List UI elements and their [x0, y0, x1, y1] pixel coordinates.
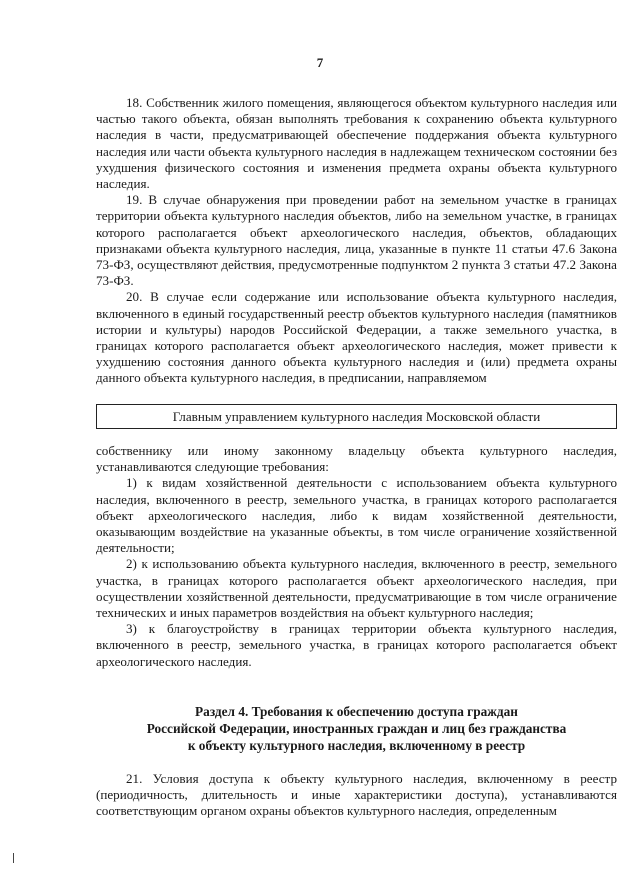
- section-heading-line-2: Российской Федерации, иностранных граждан и лиц без гражданства: [146, 721, 567, 736]
- paragraph-group-top: [96, 95, 617, 387]
- section-heading-line-1: Раздел 4. Требования к обеспечению доступа граждан: [195, 704, 518, 719]
- requirement-item-2: 2) к использованию объекта культурного наследия, включенного в реестр, земельного участка, в границах которого располагается объект археологического наследия, при осуществлении хозяйственной деятельности, предусматривающие в том числе ограничение технических и иных параметров воздействия на объект культурного наследия;: [96, 556, 617, 621]
- paragraph-group-middle: [96, 443, 617, 670]
- paragraph-19: 19. В случае обнаружения при проведении работ на земельном участке в границах территории объекта культурного наследия объектов, либо на земельном участке, в границах которого располагается объект археологического наследия, объектов, обладающих признаками объекта культурного наследия, лица, указанные в пункте 11 статьи 47.6 Закона 73-ФЗ, осуществляют действия, предусмотренные подпунктом 2 пункта 3 статьи 47.2 Закона 73-ФЗ.: [96, 192, 617, 289]
- section-heading: [96, 703, 617, 754]
- requirement-item-1: 1) к видам хозяйственной деятельности с использованием объекта культурного наследия, включенного в реестр, земельного участка, в границах которого располагается объект археологического наследия, либо к видам хозяйственной деятельности, оказывающим воздействие на указанные объекты, в том числе ограничение хозяйственной деятельности;: [96, 475, 617, 556]
- paragraph-21: 21. Условия доступа к объекту культурного наследия, включенному в реестр (периодичность, длительность и иные характеристики доступа), устанавливаются соответствующим органом охраны объектов культурного наследия, определенным: [96, 771, 617, 819]
- paragraph-group-bottom: [96, 771, 617, 820]
- paragraph-20: 20. В случае если содержание или использование объекта культурного наследия, включенного в единый государственный реестр объектов культурного наследия (памятников истории и культуры) народов Российской Федерации, а также земельного участка, в границах которого располагается объект археологического наследия, может привести к ухудшению состояния данного объекта культурного наследия и (или) предмета охраны данного объекта культурного наследия, в предписании, направляемом: [96, 289, 617, 386]
- scan-edge-mark: [13, 853, 14, 863]
- page-number: 7: [316, 55, 324, 70]
- boxed-authority-name: Главным управлением культурного наследия Московской области: [96, 404, 617, 429]
- paragraph-continuation: собственнику или иному законному владельцу объекта культурного наследия, устанавливаются следующие требования:: [96, 443, 617, 475]
- section-heading-line-3: к объекту культурного наследия, включенному в реестр: [187, 738, 526, 753]
- paragraph-18: 18. Собственник жилого помещения, являющегося объектом культурного наследия или частью такого объекта, обязан выполнять требования к сохранению объекта культурного наследия в части, предусматривающей обеспечение поддержания объекта культурного наследия или части объекта культурного наследия в надлежащем техническом состоянии без ухудшения физического состояния и изменения предмета охраны объекта культурного наследия.: [96, 95, 617, 192]
- requirement-item-3: 3) к благоустройству в границах территории объекта культурного наследия, включенного в реестр, земельного участка, в границах которого располагается объект археологического наследия.: [96, 621, 617, 669]
